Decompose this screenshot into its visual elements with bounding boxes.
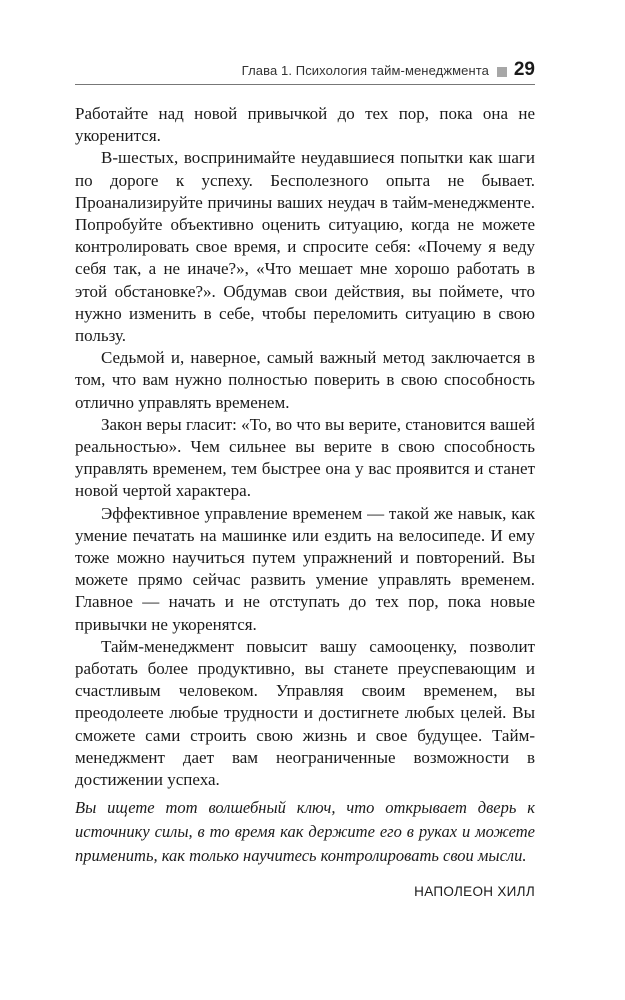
chapter-title: Глава 1. Психология тайм-менеджмента bbox=[241, 63, 489, 78]
quote-author: НАПОЛЕОН ХИЛЛ bbox=[414, 884, 535, 899]
header-square-ornament bbox=[497, 67, 507, 77]
main-text bbox=[75, 103, 535, 791]
epigraph-quote: Вы ищете тот волшебный ключ, что открывает дверь к источнику силы, в то время как держите его в руках и можете применить, как только научитесь контролировать свои мысли. bbox=[75, 798, 535, 865]
paragraph: Эффективное управление временем — такой же навык, как умение печатать на машинке или ездить на велосипеде. И ему тоже можно научиться путем упражнений и повторений. Вы можете прямо сейчас развить умение управлять временем. Главное — начать и не отступать до тех пор, пока новые привычки не укоренятся. bbox=[75, 503, 535, 634]
running-header bbox=[75, 60, 535, 84]
paragraph: В-шестых, воспринимайте неудавшиеся попытки как шаги по дороге к успеху. Бесполезного опыта не бывает. Проанализируйте причины ваших неудач в тайм-менеджменте. Попробуйте объективно оценить ситуацию, когда не можете контролировать свое время, и спросите себя: «Почему я веду себя так, а не иначе?», «Что мешает мне хорошо работать в этой обстановке?». Обдумав свои действия, вы поймете, что нужно изменить в себе, чтобы переломить ситуацию в свою пользу. bbox=[75, 148, 535, 346]
paragraph: Работайте над новой привычкой до тех пор, пока она не укоренится. bbox=[75, 104, 535, 146]
page-number: 29 bbox=[513, 59, 535, 80]
header-rule bbox=[75, 84, 535, 85]
paragraph: Седьмой и, наверное, самый важный метод заключается в том, что вам нужно полностью поверить в свою способность отлично управлять временем. bbox=[75, 348, 535, 412]
paragraph: Тайм-менеджмент повысит вашу самооценку, позволит работать более продуктивно, вы станете преуспевающим и счастливым человеком. Управляя своим временем, вы преодолеете любые трудности и достигнете любых целей. Вы сможете сами строить свою жизнь и свое будущее. Тайм-менеджмент дает вам неограниченные возможности в достижении успеха. bbox=[75, 636, 535, 790]
paragraph: Закон веры гласит: «То, во что вы верите, становится вашей реальностью». Чем сильнее вы верите в свою способность управлять временем, тем быстрее она у вас проявится и станет новой чертой характера. bbox=[75, 414, 535, 501]
